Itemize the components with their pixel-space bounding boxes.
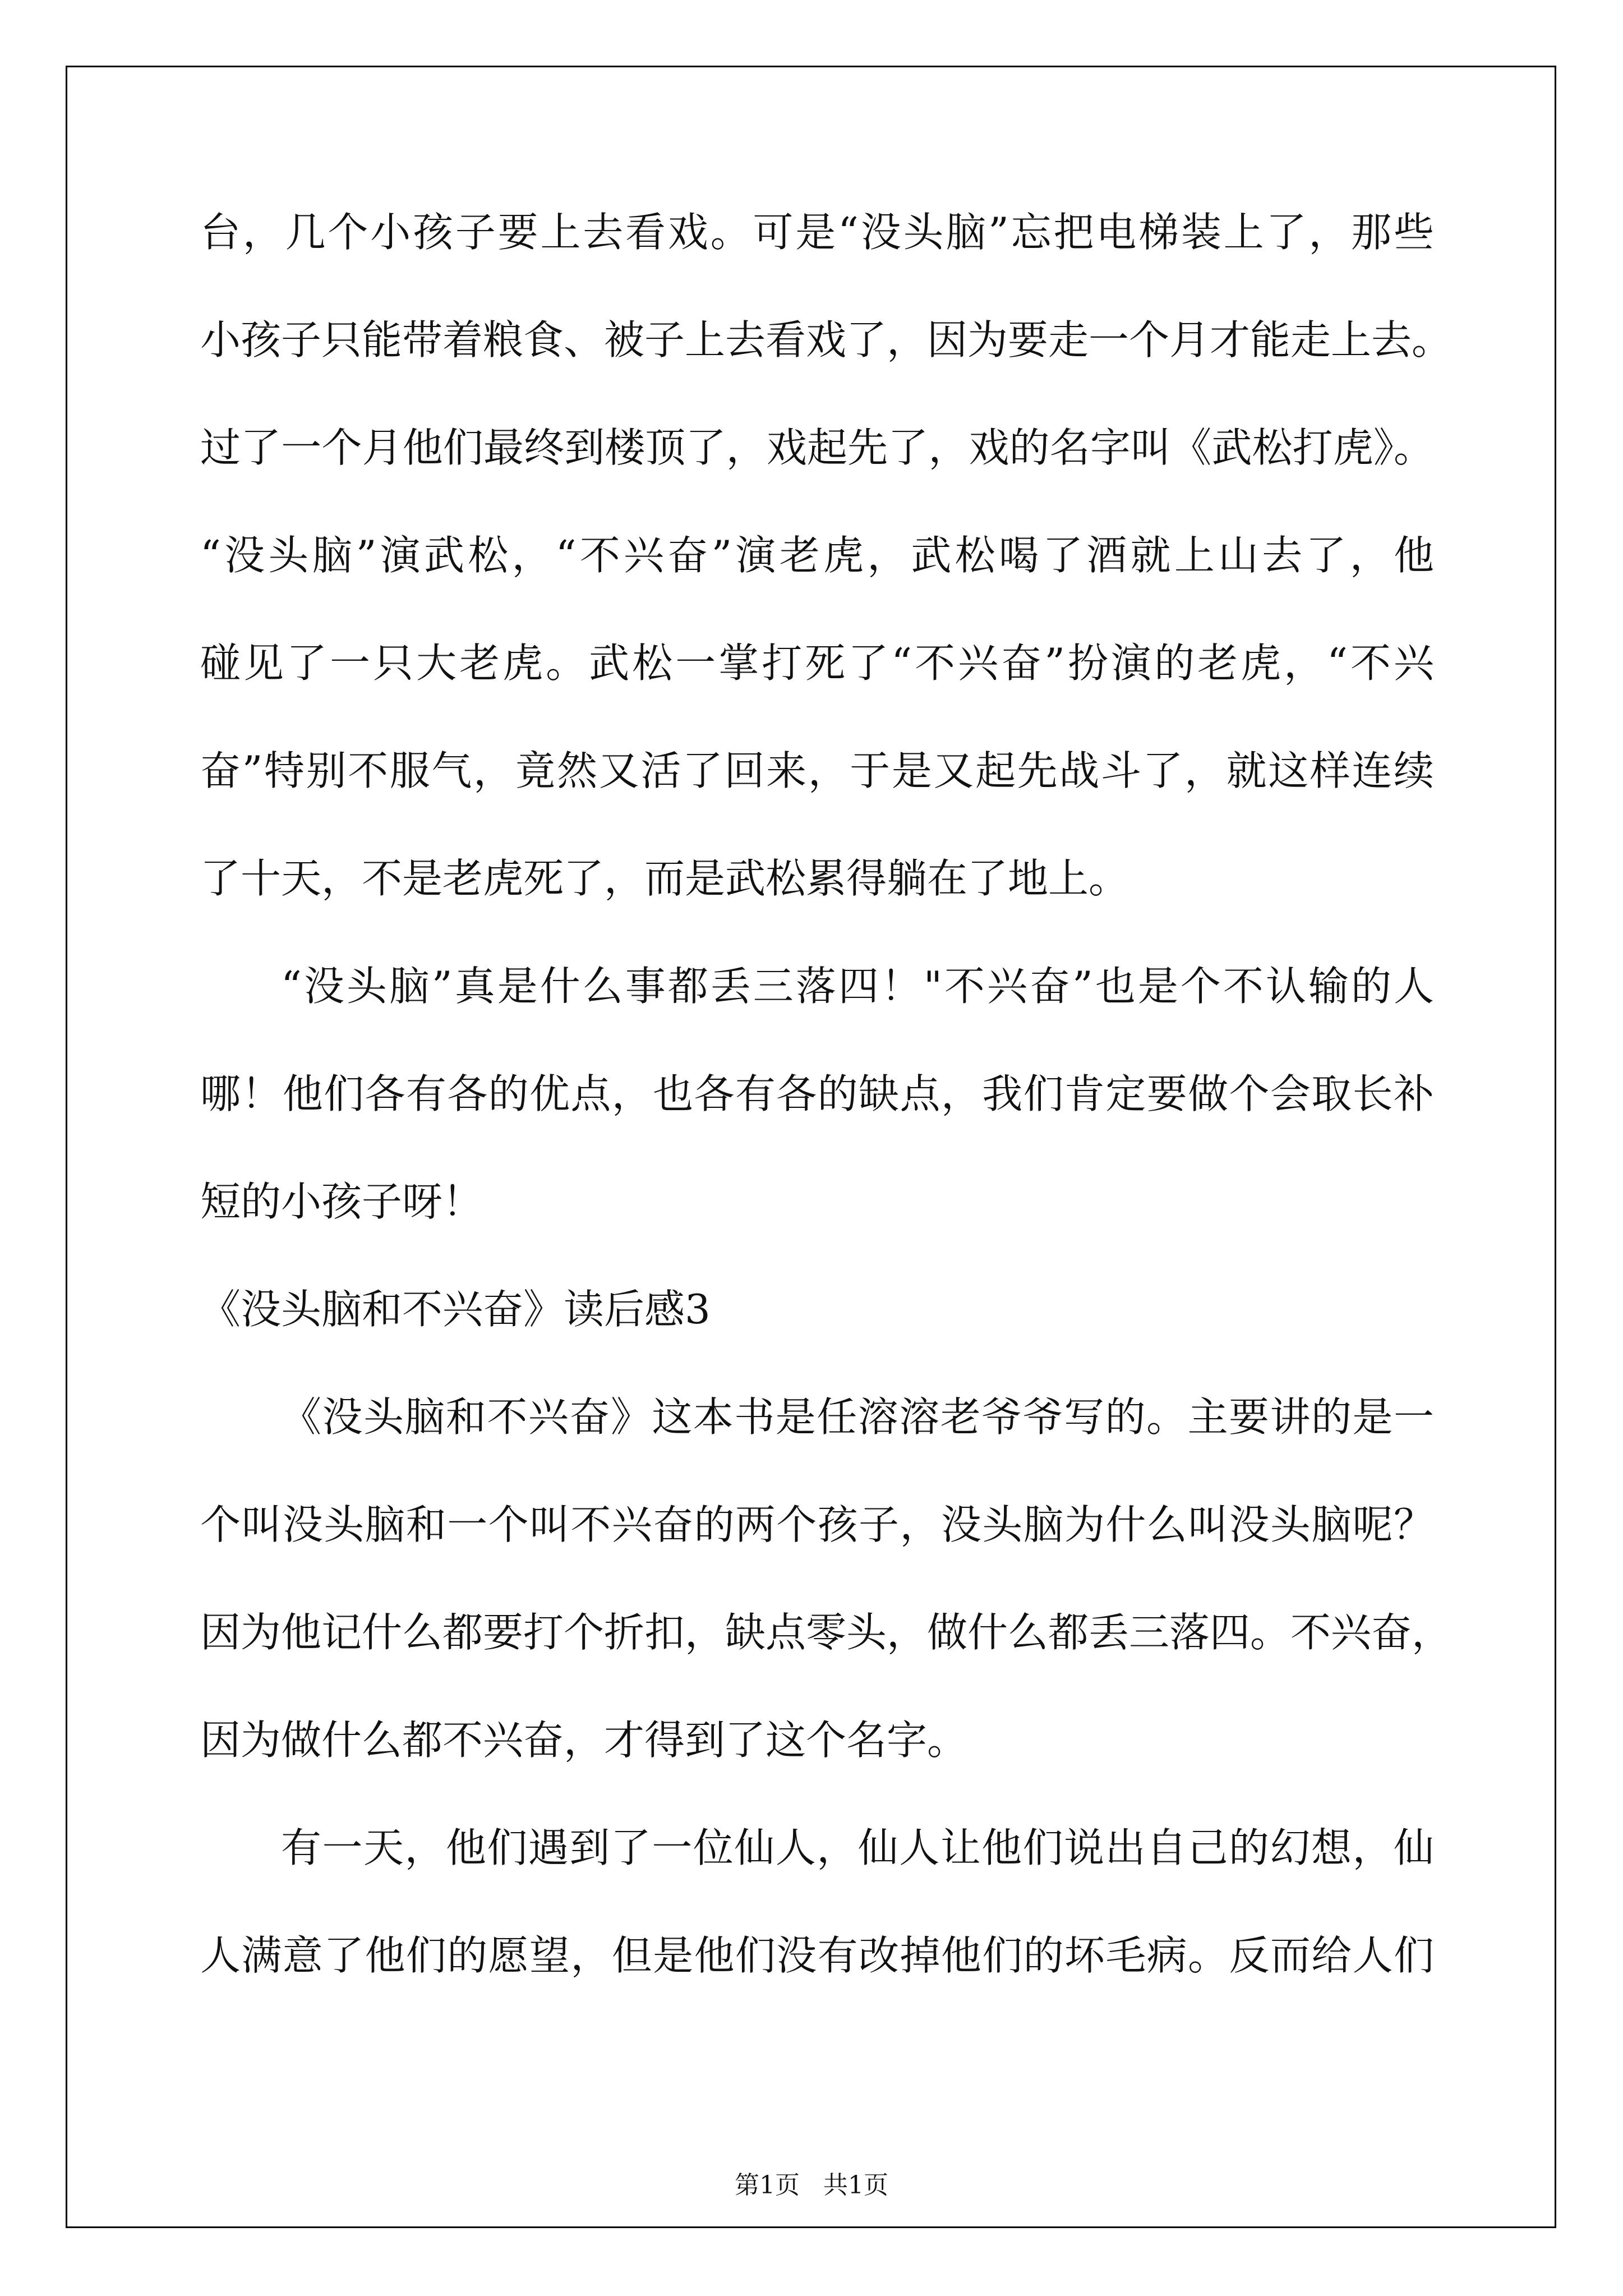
text-line: 哪！他们各有各的优点，也各有各的缺点，我们肯定要做个会取长补 (200, 1070, 1434, 1117)
paragraph-start-line: 有一天，他们遇到了一位仙人，仙人让他们说出自己的幻想，仙 (281, 1824, 1434, 1871)
text-line: 短的小孩子呀！ (200, 1178, 483, 1225)
text-line: 人满意了他们的愿望，但是他们没有改掉他们的坏毛病。反而给人们 (200, 1932, 1434, 1979)
text-line: 台，几个小孩子要上去看戏。可是“没头脑”忘把电梯装上了，那些 (200, 209, 1434, 256)
paragraph-start-line: 《没头脑和不兴奋》这本书是任溶溶老爷爷写的。主要讲的是一 (281, 1393, 1434, 1441)
text-line: 小孩子只能带着粮食、被子上去看戏了，因为要走一个月才能走上去。 (200, 316, 1453, 364)
text-line: 因为他记什么都要打个折扣，缺点零头，做什么都丢三落四。不兴奋， (200, 1609, 1453, 1656)
text-line: 过了一个月他们最终到楼顶了，戏起先了，戏的名字叫《武松打虎》。 (200, 424, 1434, 471)
text-line: 奋”特别不服气，竟然又活了回来，于是又起先战斗了，就这样连续 (200, 747, 1434, 794)
text-line: 个叫没头脑和一个叫不兴奋的两个孩子，没头脑为什么叫没头脑呢？ (200, 1501, 1434, 1548)
text-line: 因为做什么都不兴奋，才得到了这个名字。 (200, 1717, 968, 1764)
paragraph-start-line: “没头脑”真是什么事都丢三落四！"不兴奋”也是个不认输的人 (281, 963, 1434, 1010)
text-line: “没头脑”演武松，“不兴奋”演老虎，武松喝了酒就上山去了，他 (200, 532, 1434, 579)
page-footer: 第1页 共1页 (735, 2171, 888, 2200)
text-line: 碰见了一只大老虎。武松一掌打死了“不兴奋”扮演的老虎，“不兴 (200, 639, 1434, 687)
page-border (66, 66, 1556, 2228)
text-line: 了十天，不是老虎死了，而是武松累得躺在了地上。 (200, 855, 1129, 902)
section-heading: 《没头脑和不兴奋》读后感3 (200, 1286, 711, 1333)
